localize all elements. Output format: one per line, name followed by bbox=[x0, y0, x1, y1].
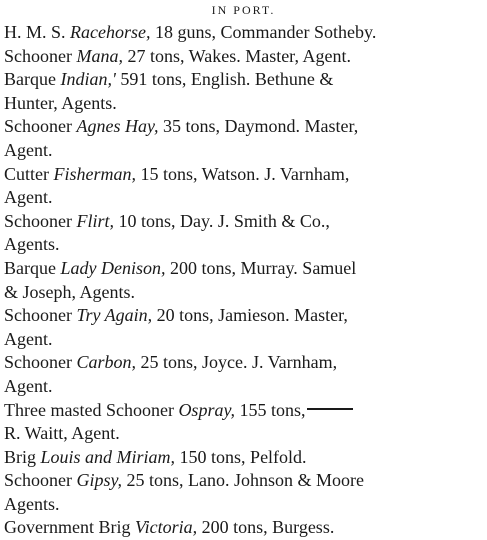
ship-entry bbox=[4, 516, 484, 540]
ship-entry bbox=[4, 68, 484, 115]
vessel-agents: & Joseph, Agents. bbox=[4, 281, 136, 302]
ship-entry bbox=[4, 21, 484, 45]
vessel-agents: Agent. bbox=[4, 328, 53, 349]
vessel-agents: Agent. bbox=[4, 187, 53, 208]
vessel-type: Brig bbox=[4, 446, 37, 467]
vessel-type: Schooner bbox=[4, 116, 72, 137]
vessel-type: H. M. S. bbox=[4, 22, 66, 42]
vessel-details: 27 tons, Wakes. Master, Agent. bbox=[127, 45, 351, 66]
vessel-name: Fisherman, bbox=[53, 163, 136, 184]
vessel-name: Lady Denison, bbox=[60, 257, 166, 278]
vessel-type: Schooner bbox=[4, 210, 72, 231]
ship-entry bbox=[4, 446, 484, 470]
vessel-details: 155 tons, bbox=[239, 399, 306, 420]
vessel-name: Agnes Hay, bbox=[76, 116, 159, 137]
vessel-details: 25 tons, Joyce. J. Varnham, bbox=[140, 352, 338, 373]
vessel-agents: Agent. bbox=[4, 375, 53, 396]
vessel-name: Carbon, bbox=[76, 352, 136, 373]
vessel-details: 591 tons, English. Bethune & bbox=[120, 69, 334, 90]
vessel-name: Victoria, bbox=[134, 517, 198, 538]
vessel-type: Barque bbox=[4, 69, 56, 90]
vessel-details: 20 tons, Jamieson. Master, bbox=[156, 305, 348, 326]
vessel-details: 200 tons, Burgess. bbox=[201, 517, 335, 538]
vessel-type: Schooner bbox=[4, 45, 72, 66]
vessel-details: 15 tons, Watson. J. Varnham, bbox=[140, 163, 350, 184]
vessel-type: Barque bbox=[4, 257, 56, 278]
ship-entry bbox=[4, 257, 484, 304]
vessel-details: 25 tons, Lano. Johnson & Moore bbox=[126, 470, 364, 491]
vessel-details: 10 tons, Day. J. Smith & Co., bbox=[118, 210, 330, 231]
section-heading: IN PORT. bbox=[211, 3, 276, 17]
vessel-agents: Hunter, Agents. bbox=[4, 92, 117, 113]
ship-entry bbox=[4, 45, 484, 69]
vessel-agents: R. Waitt, Agent. bbox=[4, 423, 120, 444]
vessel-name: Ospray, bbox=[178, 399, 235, 420]
vessel-details: 18 guns, Commander Sotheby. bbox=[155, 22, 377, 42]
vessel-type: Cutter bbox=[4, 163, 49, 184]
vessel-name: Mana, bbox=[76, 45, 123, 66]
vessel-name: Indian,' bbox=[60, 69, 116, 90]
shipping-list bbox=[4, 21, 484, 540]
vessel-type: Schooner bbox=[4, 352, 72, 373]
vessel-agents: Agents. bbox=[4, 234, 60, 255]
ship-entry bbox=[4, 304, 484, 351]
vessel-name: Gipsy, bbox=[76, 470, 122, 491]
ship-entry bbox=[4, 399, 484, 446]
vessel-agents: Agent. bbox=[4, 139, 53, 160]
ship-entry bbox=[4, 351, 484, 398]
ship-entry bbox=[4, 469, 484, 516]
vessel-type: Schooner bbox=[4, 470, 72, 491]
vessel-name: Flirt, bbox=[76, 210, 114, 231]
vessel-name: Try Again, bbox=[76, 305, 153, 326]
em-dash-rule bbox=[307, 408, 353, 410]
ship-entry bbox=[4, 115, 484, 162]
ship-entry bbox=[4, 210, 484, 257]
vessel-type: Government Brig bbox=[4, 517, 131, 538]
vessel-name: Racehorse, bbox=[70, 22, 151, 42]
ship-entry bbox=[4, 163, 484, 210]
vessel-details: 35 tons, Daymond. Master, bbox=[162, 116, 359, 137]
vessel-type: Schooner bbox=[4, 305, 72, 326]
vessel-name: Louis and Miriam, bbox=[40, 446, 176, 467]
vessel-type: Three masted Schooner bbox=[4, 399, 174, 420]
vessel-agents: Agents. bbox=[4, 493, 60, 514]
vessel-details: 150 tons, Pelfold. bbox=[179, 446, 307, 467]
vessel-details: 200 tons, Murray. Samuel bbox=[169, 257, 357, 278]
